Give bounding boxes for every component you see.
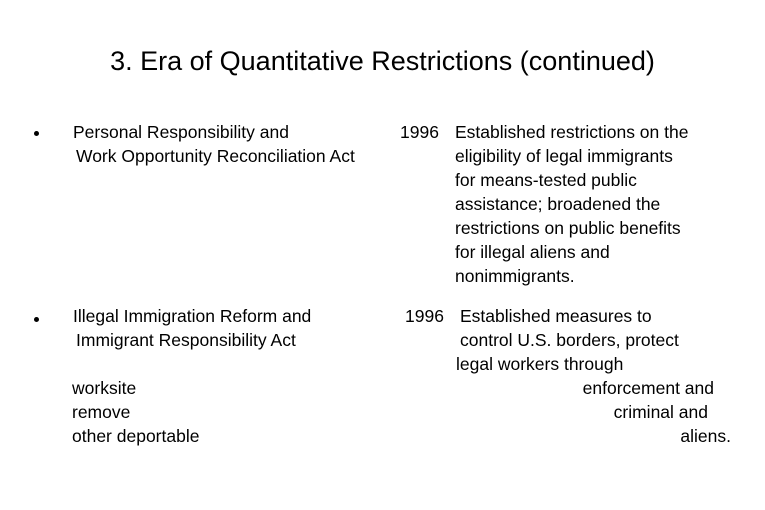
description-line: legal workers through [456, 354, 624, 374]
description-line: Established restrictions on the [455, 122, 689, 142]
continuation-right-line: enforcement and [582, 378, 714, 398]
act-year: 1996 [405, 306, 444, 326]
bullet-icon [34, 317, 39, 322]
bullet-icon [34, 131, 39, 136]
act-name-line: Work Opportunity Reconciliation Act [76, 146, 355, 166]
continuation-left-line: other deportable [72, 426, 200, 446]
act-name-line: Personal Responsibility and [73, 122, 289, 142]
description-line: assistance; broadened the [455, 194, 661, 214]
act-year: 1996 [400, 122, 439, 142]
continuation-left-line: remove [72, 402, 131, 422]
act-name-line: Illegal Immigration Reform and [73, 306, 312, 326]
description-line: restrictions on public benefits [455, 218, 681, 238]
description-line: for illegal aliens and [455, 242, 610, 262]
description-line: for means-tested public [455, 170, 637, 190]
description-line: Established measures to [460, 306, 652, 326]
act-name-line: Immigrant Responsibility Act [76, 330, 296, 350]
continuation-right-line: aliens. [680, 426, 731, 446]
continuation-left-line: worksite [72, 378, 137, 398]
description-line: eligibility of legal immigrants [455, 146, 673, 166]
slide-title: 3. Era of Quantitative Restrictions (continued) [110, 46, 655, 76]
description-line: nonimmigrants. [455, 266, 575, 286]
description-line: control U.S. borders, protect [460, 330, 679, 350]
continuation-right-line: criminal and [613, 402, 708, 422]
